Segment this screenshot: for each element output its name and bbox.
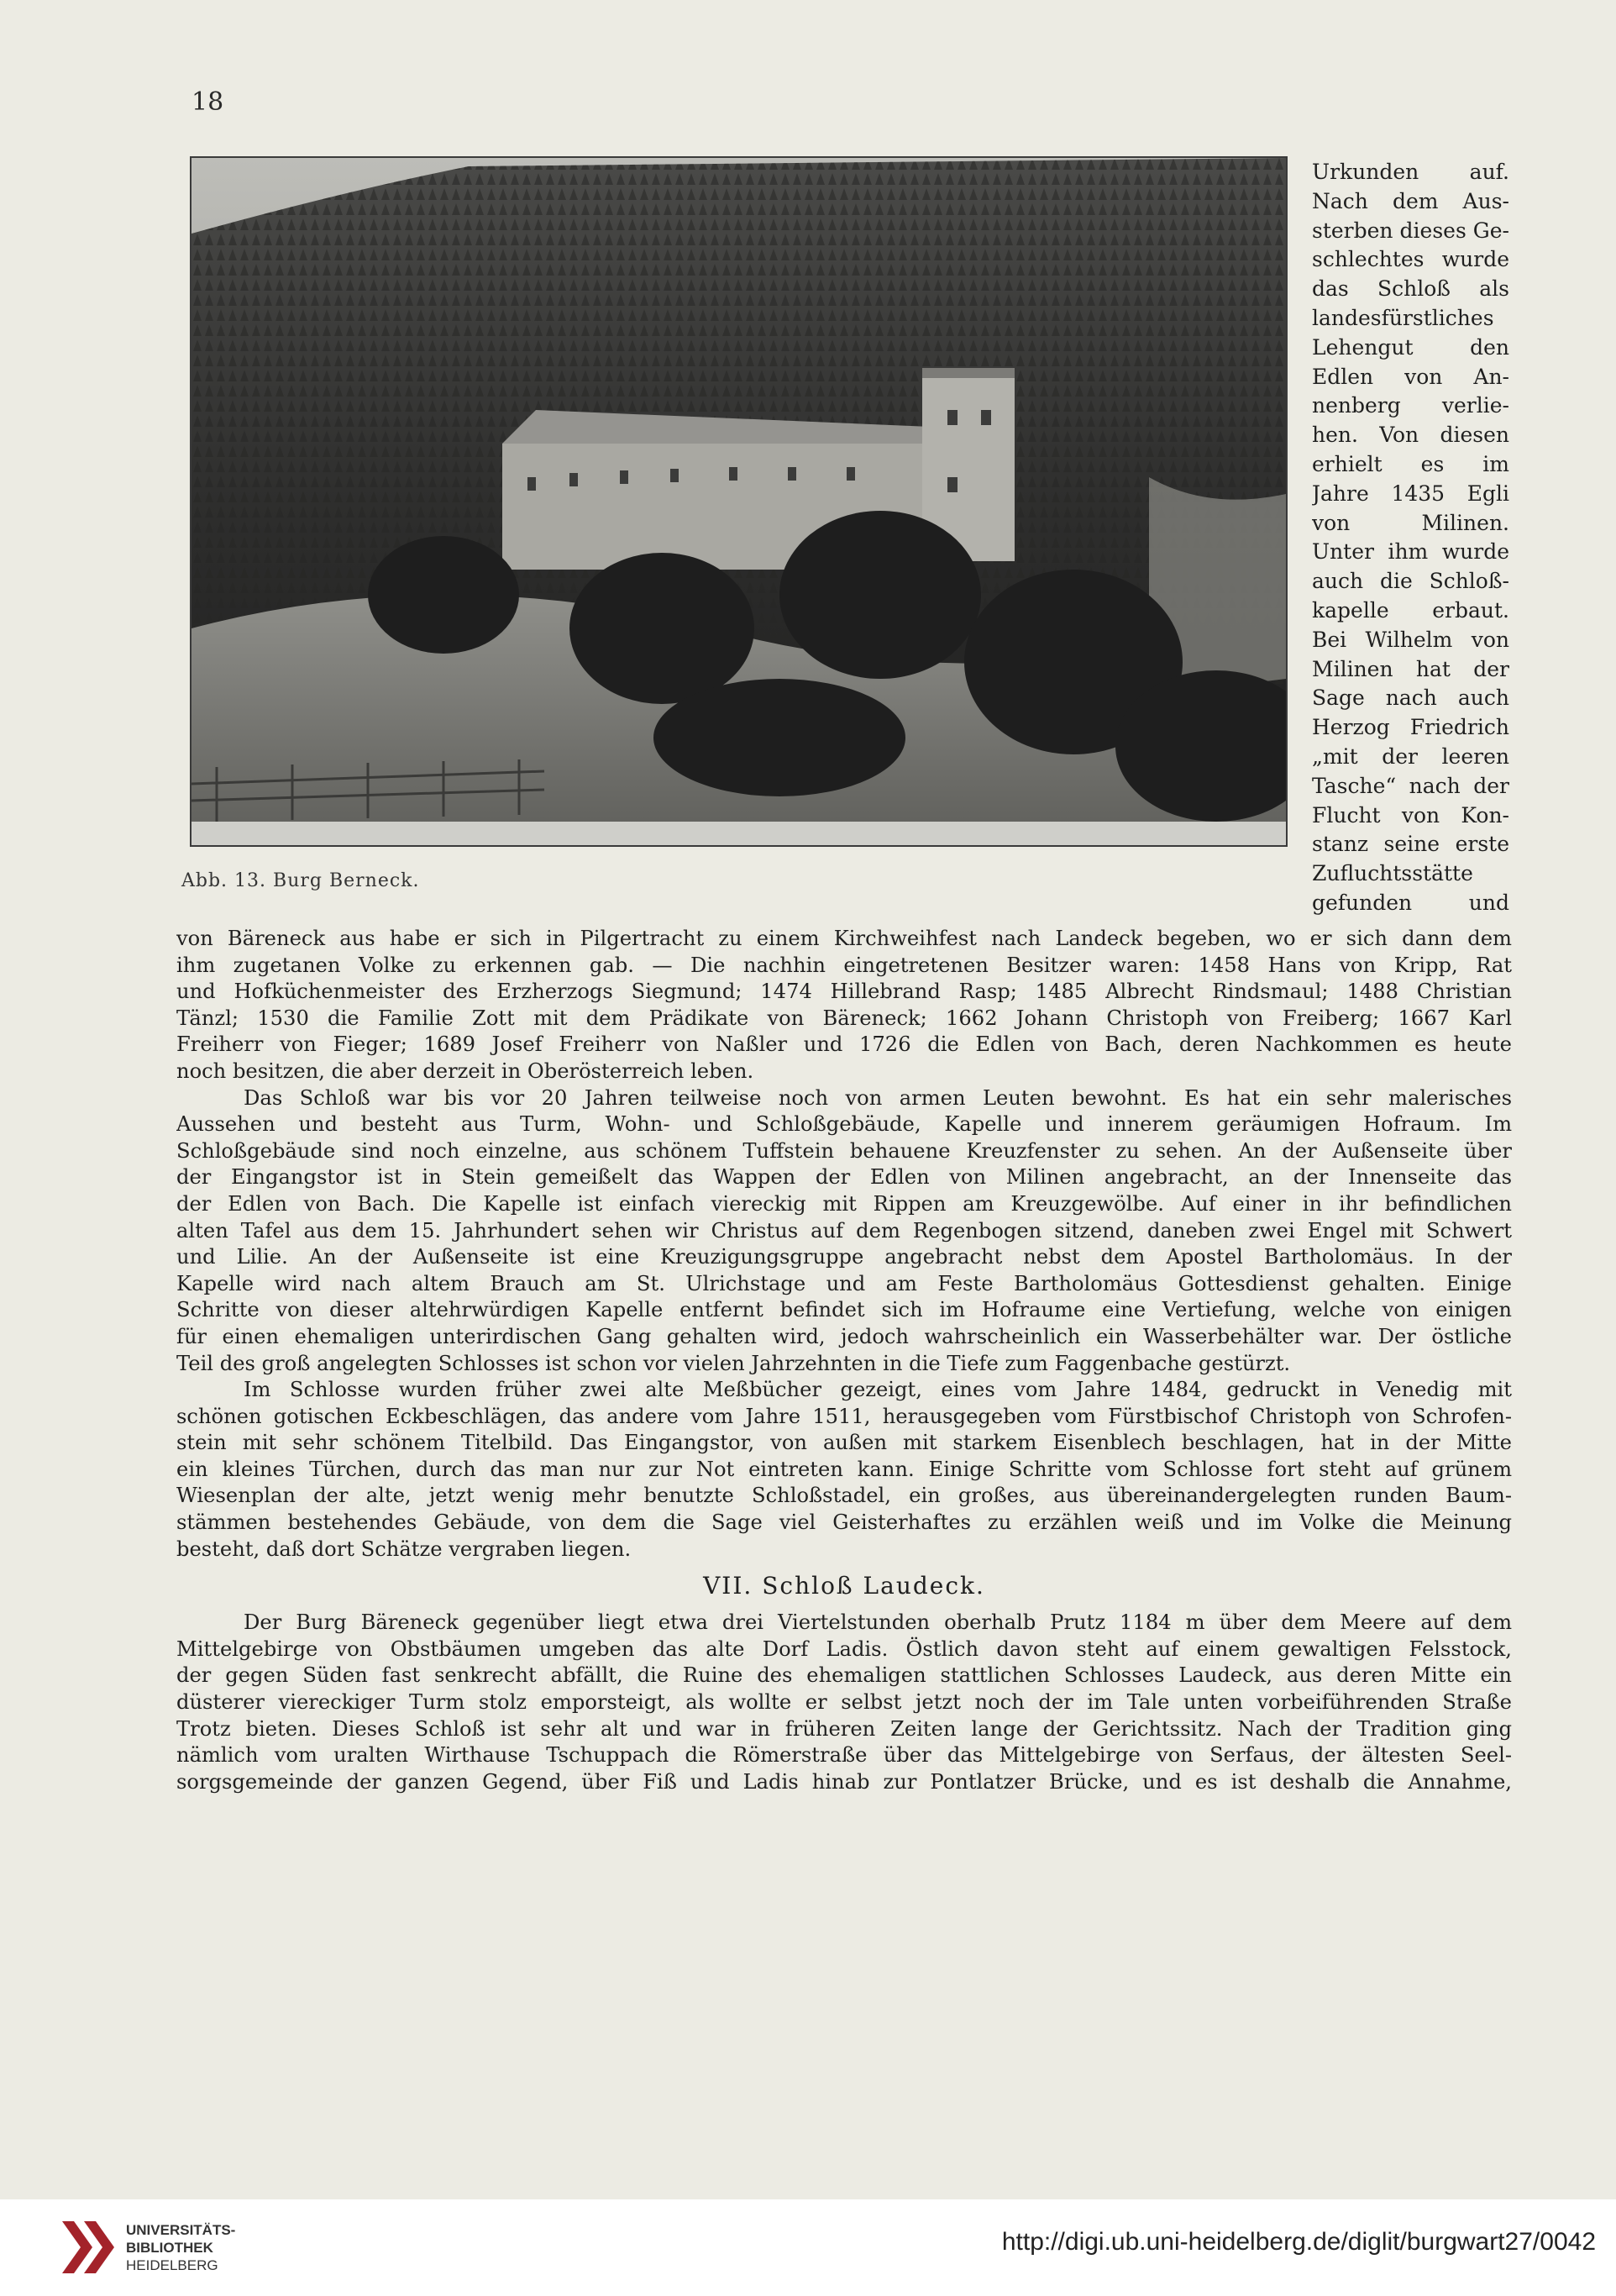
library-logo-icon [59,2218,118,2277]
text-line: nämlich vom uralten Wirthause Tschuppach die Römerstraße über das Mittelgebirge von Serfaus, der ältesten Seel- [176,1743,1512,1768]
text-line: sorgsgemeinde der ganzen Gegend, über Fiß und Ladis hinab zur Pontlatzer Brücke, und es ist deshalb die Annahme, [176,1769,1512,1794]
text-line: der gegen Süden fast senkrecht abfällt, die Ruine des ehemaligen stattlichen Schlosses Laudeck, aus deren Mitte ein [176,1663,1512,1688]
body-text [176,926,1512,1795]
library-name-line: BIBLIOTHEK [126,2240,213,2256]
side-line: Urkunden auf. [1312,160,1509,184]
text-line: Kapelle wird nach altem Brauch am St. Ulrichstage und am Feste Bartholomäus Gottesdienst gehalten. Einige [176,1271,1512,1295]
text-line: der Edlen von Bach. Die Kapelle ist einfach viereckig mit Rippen am Kreuzgewölbe. Auf einer in ihr befindlichen [176,1191,1512,1216]
paragraph-2 [176,1085,1512,1378]
side-line: erhielt es im [1312,451,1509,476]
text-line: Tänzl; 1530 die Familie Zott mit dem Prädikate von Bäreneck; 1662 Johann Christoph von Freiberg; 1667 Karl [176,1006,1512,1030]
side-line: landesfürstliches [1312,305,1494,330]
text-line: ein kleines Türchen, durch das man nur zur Not eintreten kann. Einige Schritte vom Schlosse fort steht auf grünem [176,1457,1512,1481]
library-name [126,2221,269,2274]
text-line: noch besitzen, die aber derzeit in Oberösterreich leben. [176,1059,754,1083]
side-line: stanz seine erste [1312,832,1509,857]
text-line: düsterer viereckiger Turm stolz emporsteigt, als wollte er selbst jetzt noch der im Tale unten vorbeiführenden Straße [176,1690,1512,1715]
text-line: stein mit sehr schönem Titelbild. Das Eingangstor, von außen mit starkem Eisenblech beschlagen, hat in der Mitte [176,1431,1512,1455]
text-line: und Lilie. An der Außenseite ist eine Kreuzigungsgruppe angebracht nebst dem Apostel Bartholomäus. In der [176,1245,1512,1269]
side-line: kapelle erbaut. [1312,597,1509,623]
side-line: auch die Schloß- [1312,569,1509,594]
side-line: Zufluchtsstätte [1312,861,1473,886]
text-line: alten Tafel aus dem 15. Jahrhundert sehen wir Christus auf dem Regenbogen sitzend, daneben zwei Engel mit Schwert [176,1218,1512,1243]
text-line: Trotz bieten. Dieses Schloß ist sehr alt und war in früheren Zeiten lange der Gerichtssitz. Nach der Tradition ging [176,1716,1512,1741]
side-line: Bei Wilhelm von [1312,627,1509,652]
text-line: Das Schloß war bis vor 20 Jahren teilweise noch von armen Leuten bewohnt. Es hat ein sehr malerisches [244,1085,1512,1110]
text-line: Der Burg Bäreneck gegenüber liegt etwa drei Viertelstunden oberhalb Prutz 1184 m über dem Meere auf dem [244,1610,1512,1635]
side-line: Flucht von Kon- [1312,802,1509,828]
figure-caption: Abb. 13. Burg Berneck. [181,870,420,891]
paragraph-1 [176,926,1512,1085]
side-line: Jahre 1435 Egli [1312,481,1509,506]
side-column-text [1312,158,1509,918]
text-line: für einen ehemaligen unterirdischen Gang gehalten wird, jedoch wahrscheinlich ein Wasserbehälter war. Der östliche [176,1324,1512,1348]
side-line: sterben dieses Ge- [1312,218,1509,243]
text-line: ihm zugetanen Volke zu erkennen gab. — Die nachhin eingetretenen Besitzer waren: 1458 Hans von Kripp, Rat [176,953,1512,977]
text-line: Im Schlosse wurden früher zwei alte Meßbücher gezeigt, eines vom Jahre 1484, gedruckt in Venedig mit [244,1378,1512,1402]
side-line: Tasche“ nach der [1312,773,1509,798]
side-line: hen. Von diesen [1312,423,1509,448]
side-line: „mit der leeren [1312,743,1509,769]
side-line: nenberg verlie- [1312,393,1509,418]
section-heading: VII. Schloß Laudeck. [703,1572,985,1600]
text-line: Mittelgebirge von Obstbäumen umgeben das alte Dorf Ladis. Östlich davon steht auf einem gewaltigen Felsstock, [176,1637,1512,1661]
text-line: von Bäreneck aus habe er sich in Pilgertracht zu einem Kirchweihfest nach Landeck begeben, wo er sich dann dem [176,927,1512,950]
source-url-link[interactable]: http://digi.ub.uni-heidelberg.de/diglit/burgwart27/0042 [1001,2228,1596,2256]
side-line: Sage nach auch [1312,686,1509,711]
page-number: 18 [192,87,224,117]
text-line: Aussehen und besteht aus Turm, Wohn- und Schloßgebäude, Kapelle und innerem geräumigen Hofraum. Im [176,1112,1512,1137]
side-line: von Milinen. [1312,510,1509,535]
castle-photo-image [192,158,1286,845]
side-line: schlechtes wurde [1312,247,1509,272]
side-line: Unter ihm wurde [1312,539,1509,565]
text-line: Schloßgebäude sind noch einzelne, aus schönem Tuffstein behauene Kreuzfenster zu sehen. An der Außenseite über [176,1138,1512,1163]
library-name-line: UNIVERSITÄTS- [126,2222,236,2238]
text-line: besteht, daß dort Schätze vergraben liegen. [176,1537,632,1561]
side-line: Herzog Friedrich [1312,715,1509,740]
text-line: der Eingangstor ist in Stein gemeißelt das Wappen der Edlen von Milinen angebracht, an der Innenseite das [176,1165,1512,1190]
side-line: Milinen hat der [1312,656,1509,681]
text-line: schönen gotischen Eckbeschlägen, das andere vom Jahre 1511, herausgegeben vom Fürstbischof Christoph von Schrofen- [176,1404,1512,1428]
side-line: Lehengut den [1312,334,1509,360]
paragraph-3 [176,1377,1512,1563]
text-line: Wiesenplan der alte, jetzt wenig mehr benutzte Schloßstadel, ein großes, aus übereinandergelegten runden Baum- [176,1484,1512,1508]
side-line: das Schloß als [1312,276,1509,302]
library-name-line: HEIDELBERG [126,2257,218,2273]
side-line: gefunden und [1312,890,1509,915]
castle-photograph [190,156,1288,847]
library-footer [0,2199,1616,2296]
side-line: Edlen von An- [1312,364,1509,389]
text-line: und Hofküchenmeister des Erzherzogs Siegmund; 1474 Hillebrand Rasp; 1485 Albrecht Rindsmaul; 1488 Christian [176,980,1512,1004]
text-line: Teil des groß angelegten Schlosses ist schon vor vielen Jahrzehnten in die Tiefe zum Faggenbache gestürzt. [176,1351,1291,1375]
text-line: Schritte von dieser altehrwürdigen Kapelle entfernt befindet sich im Hofraume eine Vertiefung, welche von einigen [176,1298,1512,1322]
section-paragraph [176,1610,1512,1795]
text-line: Freiherr von Fieger; 1689 Josef Freiherr von Naßler und 1726 die Edlen von Bach, deren Nachkommen es heute [176,1032,1512,1057]
side-line: Nach dem Aus- [1312,188,1509,213]
text-line: stämmen bestehendes Gebäude, von dem die Sage viel Geisterhaftes zu erzählen weiß und im Volke die Meinung [176,1511,1512,1535]
